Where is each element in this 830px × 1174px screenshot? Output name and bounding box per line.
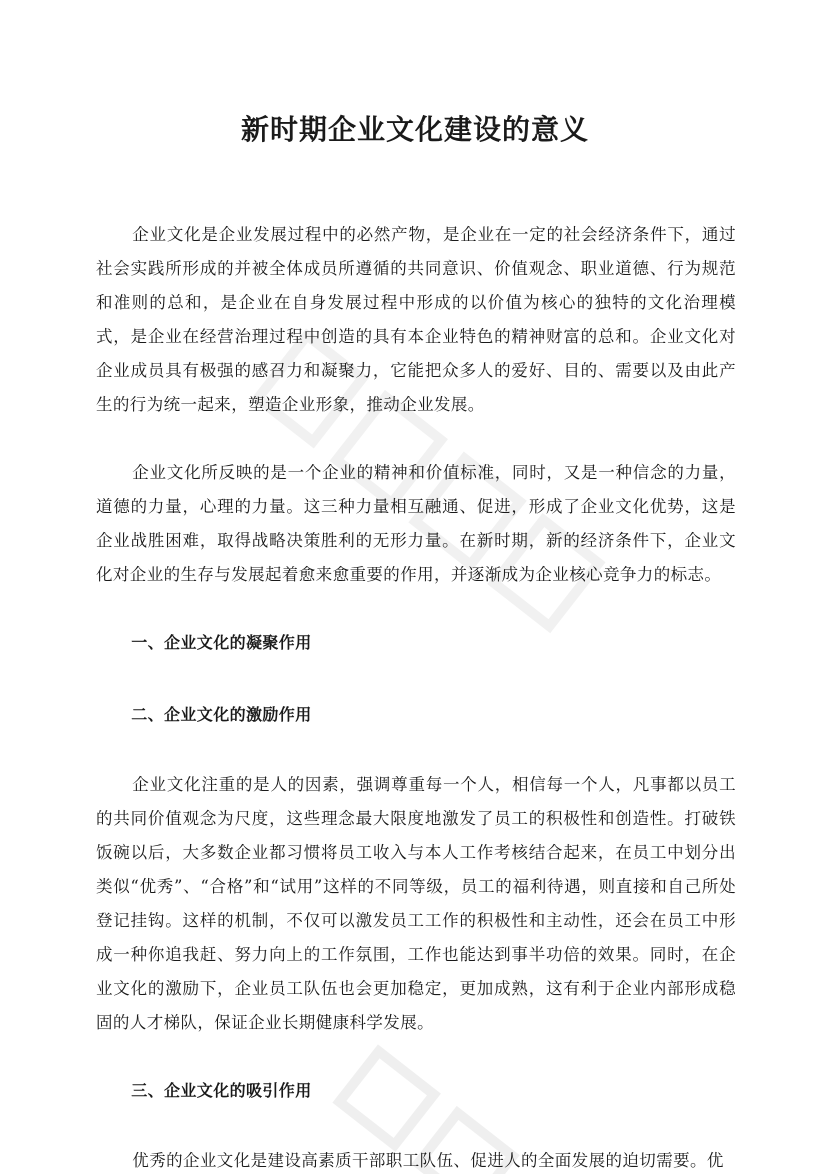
section-1-heading: 一、企业文化的凝聚作用 [131,633,312,652]
section-2-paragraph: 企业文化注重的是人的因素，强调尊重每一个人，相信每一个人，凡事都以员工的共同价值观念为尺度，这些理念最大限度地激发了员工的积极性和创造性。打破铁饭碗以后，大多数企业都习惯将员工收入与本人工作考核结合起来，在员工中划分出类似“优秀”、“合格”和“试用”这样的不同等级，员工的福利待遇，则直接和自己所处登记挂钩。这样的机制，不仅可以激发员工工作的积极性和主动性，还会在员工中形成一种你追我赶、努力向上的工作氛围，工作也能达到事半功倍的效果。同时，在企业文化的激励下，企业员工队伍也会更加稳定，更加成熟，这有利于企业内部形成稳固的人才梯队，保证企业长期健康科学发展。 [96,775,736,1032]
intro-paragraph-1: 企业文化是企业发展过程中的必然产物，是企业在一定的社会经济条件下，通过社会实践所形成的并被全体成员所遵循的共同意识、价值观念、职业道德、行为规范和准则的总和，是企业在自身发展过程中形成的以价值为核心的独特的文化治理模式，是企业在经营治理过程中创造的具有本企业特色的精神财富的总和。企业文化对企业成员具有极强的感召力和凝聚力，它能把众多人的爱好、目的、需要以及由此产生的行为统一起来，塑造企业形象，推动企业发展。 [96,225,736,414]
section-3-paragraph: 优秀的企业文化是建设高素质干部职工队伍、促进人的全面发展的迫切需要。优 [132,1151,724,1170]
intro-paragraph-2: 企业文化所反映的是一个企业的精神和价值标准，同时，又是一种信念的力量，道德的力量，心理的力量。这三种力量相互融通、促进，形成了企业文化优势，这是企业战胜困难，取得战略决策胜利的无形力量。在新时期，新的经济条件下，企业文化对企业的生存与发展起着愈来愈重要的作用，并逐渐成为企业核心竞争力的标志。 [96,463,736,584]
section-3-heading: 三、企业文化的吸引作用 [131,1081,312,1100]
document-body [96,218,736,1174]
document-title: 新时期企业文化建设的意义 [240,113,589,146]
section-2-heading: 二、企业文化的激励作用 [131,705,312,724]
